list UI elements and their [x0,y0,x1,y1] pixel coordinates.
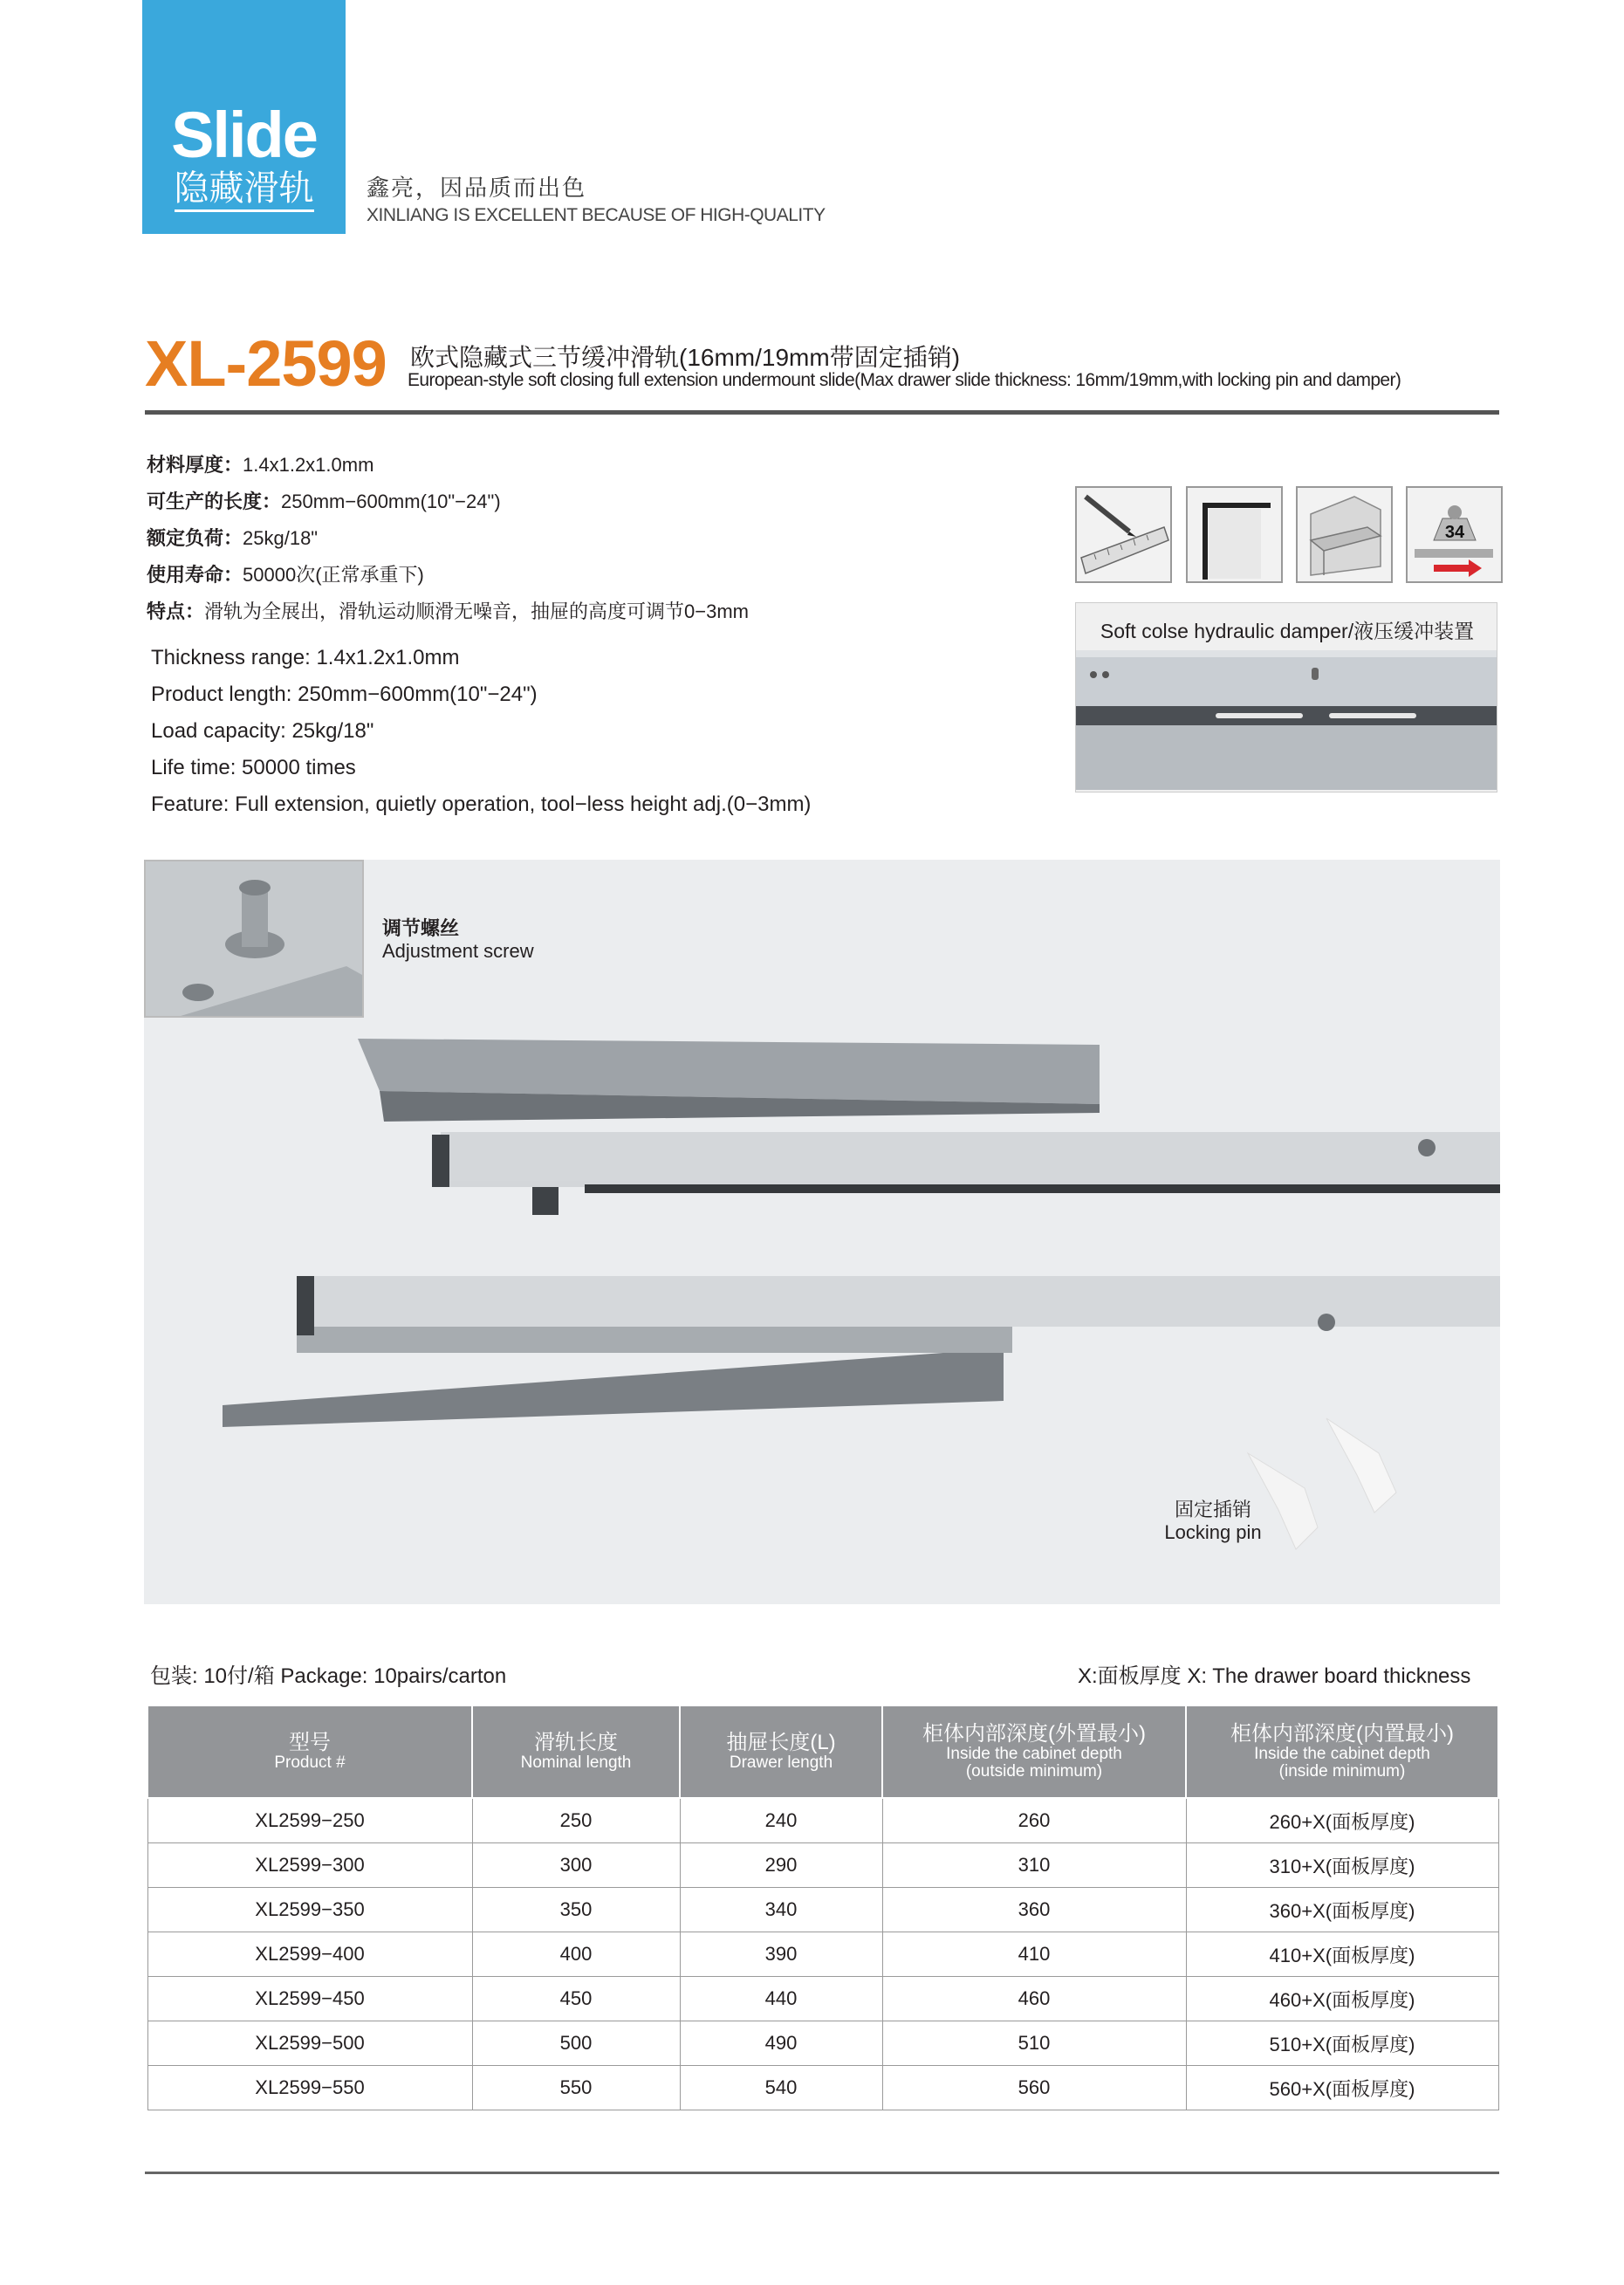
cell-nominal: 550 [472,2066,680,2110]
footer-divider [145,2172,1499,2174]
cell-depth-inside: 560+X(面板厚度) [1186,2066,1498,2110]
ruler-pen-icon [1075,486,1172,583]
specification-table [147,1705,1499,2110]
spec-cn-length [147,492,501,511]
locking-pin-cn: 固定插销 [1174,1499,1251,1520]
spec-cn-thickness [147,456,373,475]
header-en2: (outside minimum) [965,1761,1103,1781]
spec-value: 1.4x1.2x1.0mm [316,646,460,669]
model-title-en: European-style soft closing full extension undermount slide(Max drawer slide thickness: 16mm/19mm,with locking pin and damper) [408,370,1401,390]
cell-drawer: 540 [680,2066,882,2110]
cell-depth-inside: 310+X(面板厚度) [1186,1843,1498,1888]
brand-title: Slide [171,99,317,171]
cell-product: XL2599−550 [147,2066,472,2110]
header-cn: 抽屉长度(L) [726,1731,836,1755]
cell-depth-outside: 460 [882,1977,1186,2021]
thickness-note: X:面板厚度 X: The drawer board thickness [1078,1664,1471,1688]
spec-cn-load [147,529,318,548]
spec-cn-life [147,566,424,585]
cell-product: XL2599−400 [147,1932,472,1977]
header-en: Drawer length [729,1753,833,1772]
spec-en-length [151,684,538,705]
cell-depth-inside: 260+X(面板厚度) [1186,1798,1498,1843]
cell-depth-outside: 560 [882,2066,1186,2110]
header-en: Product # [274,1753,346,1772]
damper-closeup-image [1076,650,1497,790]
locking-pin-en: Locking pin [1164,1521,1262,1544]
spec-en-feature [151,794,811,815]
cell-product: XL2599−350 [147,1888,472,1932]
cell-nominal: 450 [472,1977,680,2021]
table-body [147,1798,1498,2110]
damper-panel [1075,602,1497,793]
cell-drawer: 440 [680,1977,882,2021]
spec-en-load [151,721,373,742]
spec-label: Load capacity: [151,719,286,743]
table-row [147,1843,1498,1888]
slide-rails-image [144,860,1500,1604]
cell-product: XL2599−500 [147,2021,472,2066]
header-depth-inside [1186,1705,1498,1798]
corner-profile-icon [1186,486,1283,583]
table-row [147,1932,1498,1977]
adjustment-screw-cn: 调节螺丝 [382,917,460,939]
spec-value: 50000 times [242,756,356,779]
damper-label: Soft colse hydraulic damper/液压缓冲装置 [1100,620,1475,642]
slogan-en: XINLIANG IS EXCELLENT BECAUSE OF HIGH-QUALITY [367,205,826,225]
brand-tab [142,0,346,234]
table-header-row [147,1705,1498,1798]
spec-en-thickness [151,648,460,669]
drawer-icon [1296,486,1393,583]
cell-depth-outside: 410 [882,1932,1186,1977]
cell-drawer: 340 [680,1888,882,1932]
model-number: XL-2599 [145,327,387,400]
spec-value: 250mm−600mm(10"−24") [281,491,501,512]
cell-nominal: 350 [472,1888,680,1932]
spec-label: Thickness range: [151,646,311,669]
weight-icon-value: 34 [1444,523,1465,542]
cell-drawer: 290 [680,1843,882,1888]
cell-drawer: 490 [680,2021,882,2066]
table-row [147,2066,1498,2110]
spec-label: Life time: [151,756,236,779]
table-row [147,1888,1498,1932]
spec-value: 滑轨为全展出，滑轨运动顺滑无噪音，抽屉的高度可调节0−3mm [204,600,749,622]
spec-en-life [151,758,356,779]
spec-label: 使用寿命： [147,564,243,586]
slogan-cn: 鑫亮，因品质而出色 [367,175,587,201]
cell-depth-inside: 410+X(面板厚度) [1186,1932,1498,1977]
cell-product: XL2599−450 [147,1977,472,2021]
spec-label: 额定负荷： [147,527,243,549]
header-cn: 滑轨长度 [534,1731,618,1755]
heading-divider [145,410,1499,415]
header-drawer-length [680,1705,882,1798]
table-row [147,2021,1498,2066]
cell-nominal: 250 [472,1798,680,1843]
spec-label: Product length: [151,683,292,706]
cell-nominal: 500 [472,2021,680,2066]
cell-depth-inside: 510+X(面板厚度) [1186,2021,1498,2066]
package-text: 包装: 10付/箱 Package: 10pairs/carton [150,1664,507,1688]
header-en: Nominal length [520,1753,632,1772]
header-cn: 型号 [289,1731,331,1755]
cell-depth-inside: 360+X(面板厚度) [1186,1888,1498,1932]
brand-subtitle [142,171,346,206]
cell-depth-outside: 260 [882,1798,1186,1843]
header-nominal-length [472,1705,680,1798]
header-en2: (inside minimum) [1278,1761,1406,1781]
spec-label: Feature: [151,793,230,816]
cell-drawer: 240 [680,1798,882,1843]
header-depth-outside [882,1705,1186,1798]
spec-value: 25kg/18" [291,719,374,743]
cell-drawer: 390 [680,1932,882,1977]
spec-cn-feature [147,602,749,621]
table-row [147,1798,1498,1843]
cell-depth-inside: 460+X(面板厚度) [1186,1977,1498,2021]
header-cn: 柜体内部深度(外置最小) [922,1722,1146,1746]
locking-pin-label [1152,1499,1274,1545]
cell-nominal: 400 [472,1932,680,1977]
spec-value: 50000次(正常承重下) [243,564,424,586]
cell-nominal: 300 [472,1843,680,1888]
header-en: Inside the cabinet depth [946,1744,1122,1763]
spec-value: 25kg/18" [243,527,319,549]
spec-value: 250mm−600mm(10"−24") [298,683,538,706]
brand-subtitle-text: 隐藏滑轨 [175,169,314,212]
cell-product: XL2599−300 [147,1843,472,1888]
header-product [147,1705,472,1798]
cell-product: XL2599−250 [147,1798,472,1843]
spec-label: 特点： [147,600,205,622]
model-title-cn: 欧式隐藏式三节缓冲滑轨(16mm/19mm带固定插销) [410,344,961,371]
header-cn: 柜体内部深度(内置最小) [1230,1722,1454,1746]
spec-value: 1.4x1.2x1.0mm [243,454,374,476]
cell-depth-outside: 360 [882,1888,1186,1932]
spec-label: 材料厚度： [147,454,243,476]
product-photo [144,860,1500,1604]
cell-depth-outside: 310 [882,1843,1186,1888]
table-row [147,1977,1498,2021]
adjustment-screw-en: Adjustment screw [382,940,534,963]
weight-load-icon [1406,486,1503,583]
cell-depth-outside: 510 [882,2021,1186,2066]
spec-value: Full extension, quietly operation, tool−less height adj.(0−3mm) [235,793,812,816]
spec-label: 可生产的长度： [147,491,282,512]
header-en: Inside the cabinet depth [1254,1744,1430,1763]
